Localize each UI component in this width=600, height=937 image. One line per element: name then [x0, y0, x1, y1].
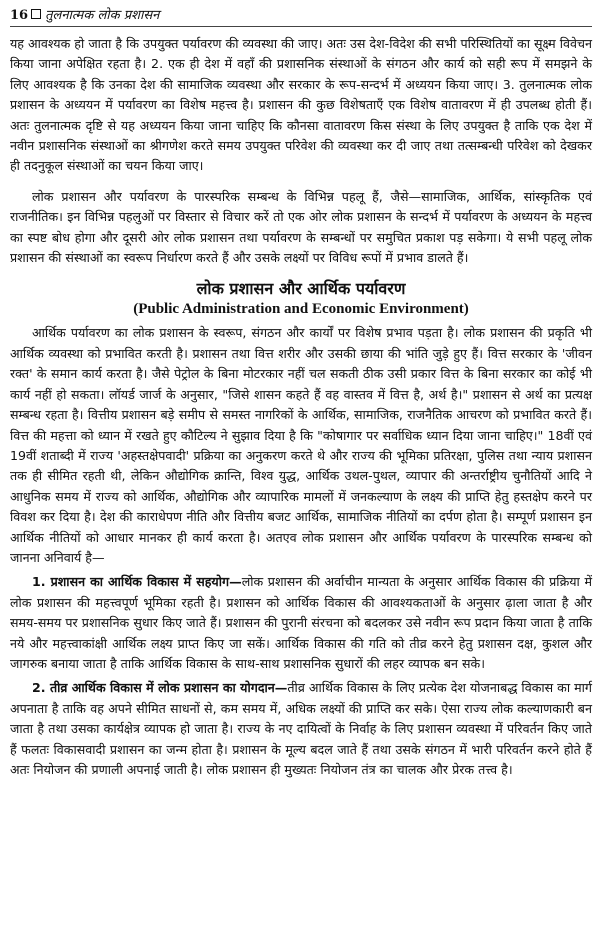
running-header [10, 8, 592, 27]
paragraph-1: यह आवश्यक हो जाता है कि उपयुक्त पर्यावरण की व्यवस्था की जाए। अतः उस देश-विदेश की सभी परिस्थितियों का सूक्ष्म विवेचन किया जाना अपेक्षित रहता है। 2. एक ही देश में वहाँ की प्रशासनिक संस्थाओं के संगठन और कार्य को सही रूप में समझने के लिए आवश्यक है कि उनका देश की सामाजिक व्यवस्था और सरकार के रूप-सन्दर्भ में अध्ययन किया जाए। 3. तुलनात्मक लोक प्रशासन के अध्ययन में पर्यावरण का विशेष महत्त्व है। प्रशासन की कुछ विशेषताएँ एक विशेष वातावरण में ही उपलब्ध होती हैं। अतः तुलनात्मक दृष्टि से यह अध्ययन किया जाना चाहिए कि कौनसा वातावरण किस संस्था के लिए उपयुक्त है ताकि एक देश में नवीन प्रशासनिक संस्थाओं का श्रीगणेश करते समय उपयुक्त परिवेश की व्यवस्था कर दी जाए तथा तत्सम्बन्धी परिवेश को देखकर ही तदनुकूल संस्थाओं का चयन किया जाए। [10, 36, 593, 174]
section-title: लोक प्रशासन और आर्थिक पर्यावरण [196, 279, 406, 299]
paragraph-5-heading: 2. तीव्र आर्थिक विकास में लोक प्रशासन का योगदान— [32, 680, 288, 696]
paragraph-4-text: लोक प्रशासन की अर्वाचीन मान्यता के अनुसार आर्थिक विकास की प्रक्रिया में लोक प्रशासन की महत्त्वपूर्ण भूमिका रहती है। प्रशासन को आर्थिक विकास की आवश्यकताओं के अनुसार ढ़ाला जाता है और समय-समय पर प्रशासनिक सुधार किए जाते हैं। प्रशासन की पुरानी संरचना को बदलकर उसे नवीन रूप प्रदान किया जाता है ताकि नये और महत्त्वाकांक्षी आर्थिक लक्ष्य प्राप्त किए जा सकें। आर्थिक विकास की गति को तीव्र करने हेतु प्रशासन दक्ष, कुशल और जागरुक बनाया जाता है ताकि आर्थिक विकास के साथ-साथ प्रशासनिक सुधारों की लहर व्यापक बन सके। [10, 574, 592, 671]
page-body [10, 34, 592, 780]
book-title: तुलनात्मक लोक प्रशासन [45, 8, 160, 23]
section-subtitle: (Public Administration and Economic Environment) [133, 301, 469, 318]
square-bullet-icon [31, 9, 41, 19]
paragraph-5 [10, 678, 592, 780]
paragraph-4-heading: 1. प्रशासन का आर्थिक विकास में सहयोग— [32, 574, 242, 590]
paragraph-5-text: तीव्र आर्थिक विकास के लिए प्रत्येक देश योजनाबद्ध विकास का मार्ग अपनाता है ताकि वह अपने सीमित साधनों से, कम समय में, अधिक लक्ष्यों की प्राप्ति कर सके। ऐसा राज्य लोक कल्याणकारी बन जाता है तथा उसका कार्यक्षेत्र व्यापक हो जाता है। राज्य के नए दायित्वों के निर्वाह के लिए प्रशासन व्यवस्था में परिवर्तन किए जाते हैं फलतः विकासवादी प्रशासन का जन्म होता है। प्रशासन के मूल्य बदल जाते हैं तथा उसके संगठन में भारी परिवर्तन करने होते हैं अतः नियोजन की प्रणाली अपनाई जाती है। लोक प्रशासन ही मुख्यतः नियोजन तंत्र का चालक और प्रेरक तत्त्व है। [10, 680, 592, 777]
paragraph-3: आर्थिक पर्यावरण का लोक प्रशासन के स्वरूप, संगठन और कार्यों पर विशेष प्रभाव पड़ता है। लोक प्रशासन की प्रकृति भी आर्थिक व्यवस्था को प्रभावित करती है। प्रशासन तथा वित्त शरीर और उसकी छाया की भांति जुड़े हुए हैं। वित्त सरकार के 'जीवन रक्त' के समान कार्य करता है। जैसे पेट्रोल के बिना मोटरकार नहीं चल सकती ठीक उसी प्रकार वित्त के बिना सरकार का कोई भी कार्य नहीं हो सकता। लॉयर्ड जार्ज के अनुसार, "जिसे शासन कहते हैं वह वास्तव में वित्त है, अर्थ है।" प्रशासन से अर्थ का प्रत्यक्ष सम्बन्ध रहता है। वित्तीय प्रशासन बड़े समीप से समस्त नागरिकों के आर्थिक, सामाजिक, राजनैतिक आचरण को प्रभावित करते हैं। वित्त की महत्ता को ध्यान में रखते हुए कौटिल्य ने सुझाव दिया है कि "कोषागार पर सर्वाधिक ध्यान दिया जाना चाहिए।" 18वीं एवं 19वीं शताब्दी में राज्य 'अहस्तक्षेपवादी' प्रक्रिया का अनुकरण करते थे और राज्य की भूमिका प्रतिरक्षा, पुलिस तथा न्याय प्रशासन तक ही सीमित रहती थी, लेकिन औद्योगिक क्रान्ति, विश्व युद्ध, आर्थिक उथल-पुथल, व्यापार की अन्तर्राष्ट्रीय चुनौतियों आदि ने आधुनिक समय में राज्य को आर्थिक, औद्योगिक और व्यापारिक मामलों में जनकल्याण के लक्ष्य की प्राप्ति हेतु हस्तक्षेप करने पर विवश कर दिया है। देश की काराधेपण नीति और वित्तीय बजट आर्थिक, सामाजिक नीतियों का दर्पण होता है। सम्पूर्ण प्रशासन इन आर्थिक नीतियों को आधार मानकर ही कार्य करता है। अतएव लोक प्रशासन और आर्थिक पर्यावरण के पारस्परिक सम्बन्ध को जानना अनिवार्य है— [10, 325, 592, 565]
book-page [10, 0, 592, 937]
page-number: 16 [10, 8, 29, 23]
paragraph-4 [10, 572, 592, 674]
paragraph-2: लोक प्रशासन और पर्यावरण के पारस्परिक सम्बन्ध के विभिन्न पहलू हैं, जैसे—सामाजिक, आर्थिक, सांस्कृतिक एवं राजनीतिक। इन विभिन्न पहलुओं पर विस्तार से विचार करें तो एक ओर लोक प्रशासन के सन्दर्भ में पर्यावरण के अध्ययन के महत्त्व का स्पष्ट बोध होगा और दूसरी ओर लोक प्रशासन तथा पर्यावरण के सम्बन्धों पर समुचित प्रकाश पड़ सकेगा। ये सभी पहलू लोक प्रशासन की संस्थाओं का स्वरूप निर्धारण करते हैं और उसके लक्ष्यों पर विविध रूपों में प्रभाव डालते हैं। [10, 188, 592, 266]
